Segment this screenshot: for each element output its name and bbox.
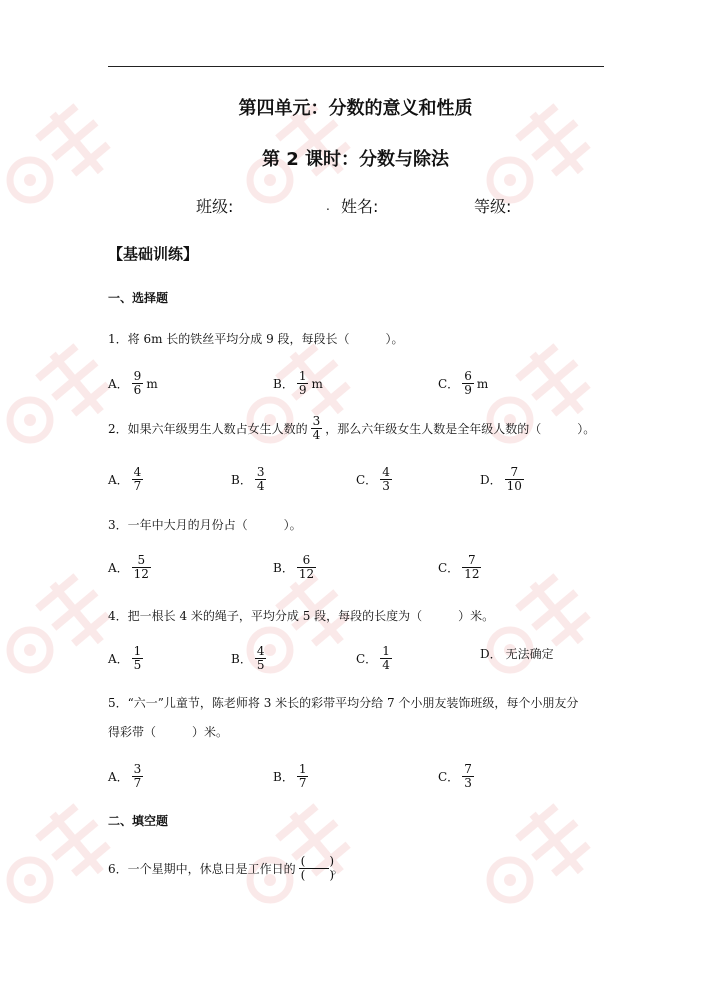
option-fraction bbox=[462, 763, 474, 790]
option-letter: A． bbox=[108, 770, 129, 784]
unit-title: 第四单元：分数的意义和性质 bbox=[238, 98, 473, 119]
option-fraction bbox=[297, 554, 316, 581]
option-letter: A． bbox=[108, 473, 129, 487]
question-3: 3．一年中大月的月份占（ ）。 bbox=[108, 518, 302, 532]
q1-option-b[interactable] bbox=[273, 370, 323, 397]
question-2-text-before: 2．如果六年级男生人数占女生人数的 bbox=[108, 422, 308, 436]
fraction-numerator: 6 bbox=[464, 369, 472, 383]
section-multiple-choice: 一、选择题 bbox=[108, 291, 169, 305]
option-fraction bbox=[132, 554, 151, 581]
q5-option-a[interactable] bbox=[108, 763, 146, 790]
fraction-denominator: 12 bbox=[464, 567, 480, 581]
option-letter: C． bbox=[438, 770, 460, 784]
fraction-numerator: 7 bbox=[464, 762, 472, 776]
question-5-line-1: 5．“六一”儿童节，陈老师将 3 米长的彩带平均分给 7 个小朋友装饰班级，每个小朋友分 bbox=[108, 696, 579, 710]
watermark-logo bbox=[480, 790, 620, 930]
q3-option-c[interactable] bbox=[438, 554, 484, 581]
fraction-numerator: 4 bbox=[256, 644, 265, 658]
q4-option-b[interactable] bbox=[231, 645, 269, 672]
option-fraction bbox=[380, 466, 392, 493]
question-1: 1．将 6m 长的铁丝平均分成 9 段，每段长（ ）。 bbox=[108, 332, 404, 346]
fraction-denominator: 3 bbox=[382, 479, 390, 493]
question-6-text-before: 6．一个星期中，休息日是工作日的 bbox=[108, 862, 296, 876]
fraction-numerator: 3 bbox=[312, 414, 321, 428]
option-unit: m bbox=[146, 376, 158, 391]
option-letter: B． bbox=[273, 770, 294, 784]
option-letter: B． bbox=[231, 652, 252, 666]
fraction-denominator: 12 bbox=[298, 567, 315, 581]
fraction-denominator: 3 bbox=[464, 776, 472, 790]
q4-option-a[interactable] bbox=[108, 645, 146, 672]
class-label: 班级: bbox=[196, 197, 234, 216]
section-basic-training: 【基础训练】 bbox=[108, 245, 199, 263]
fraction-numerator: 9 bbox=[133, 369, 142, 383]
name-label: 姓名: bbox=[341, 197, 379, 216]
answer-denominator-blank[interactable]: ( ) bbox=[300, 868, 335, 882]
question-4: 4．把一根长 4 米的绳子，平均分成 5 段，每段的长度为（ ）米。 bbox=[108, 609, 495, 623]
watermark-logo bbox=[240, 330, 380, 470]
header-rule bbox=[108, 66, 604, 67]
q1-option-c[interactable] bbox=[438, 370, 488, 397]
fraction-denominator: 10 bbox=[506, 479, 522, 493]
fraction-numerator: 1 bbox=[382, 644, 390, 658]
fraction-numerator: 3 bbox=[133, 762, 142, 776]
q2-option-d[interactable] bbox=[480, 466, 527, 493]
watermark-logo bbox=[0, 560, 140, 700]
option-letter: C． bbox=[438, 561, 460, 575]
question-5-line-2: 得彩带（ ）米。 bbox=[108, 725, 229, 739]
fraction-numerator: 4 bbox=[133, 465, 142, 479]
fraction-denominator: 4 bbox=[256, 479, 265, 493]
q4-option-c[interactable] bbox=[356, 645, 395, 672]
q1-option-a[interactable] bbox=[108, 370, 158, 397]
fraction-denominator: 12 bbox=[133, 567, 149, 581]
option-fraction bbox=[255, 645, 267, 672]
q3-option-a[interactable] bbox=[108, 554, 154, 581]
option-fraction bbox=[462, 370, 474, 397]
option-fraction bbox=[132, 466, 144, 493]
fraction-denominator: 4 bbox=[382, 658, 390, 672]
watermark-logo bbox=[240, 560, 380, 700]
option-letter: D． bbox=[480, 473, 502, 487]
option-fraction bbox=[297, 763, 309, 790]
fraction-denominator: 6 bbox=[133, 383, 142, 397]
fraction-denominator: 7 bbox=[133, 479, 142, 493]
option-fraction bbox=[132, 645, 144, 672]
option-letter: B． bbox=[273, 377, 294, 391]
fraction-denominator: 9 bbox=[298, 383, 307, 397]
fraction-denominator: 7 bbox=[298, 776, 307, 790]
separator-dot: . bbox=[326, 199, 330, 213]
lesson-title: 第 2 课时：分数与除法 bbox=[261, 149, 450, 170]
fraction-numerator: 7 bbox=[468, 553, 476, 567]
q4-option-d[interactable] bbox=[480, 645, 554, 662]
fraction-numerator: 6 bbox=[302, 553, 311, 567]
question-2 bbox=[108, 415, 595, 442]
option-fraction bbox=[132, 763, 144, 790]
fraction-numerator: 1 bbox=[298, 762, 307, 776]
fraction-numerator: 5 bbox=[137, 553, 146, 567]
option-unit: m bbox=[311, 376, 323, 391]
fraction-denominator: 5 bbox=[256, 658, 265, 672]
fraction-numerator: 1 bbox=[133, 644, 142, 658]
option-letter: C． bbox=[438, 377, 460, 391]
grade-label: 等级: bbox=[474, 197, 512, 216]
fraction-numerator: 4 bbox=[382, 465, 390, 479]
option-fraction bbox=[462, 554, 481, 581]
q5-option-c[interactable] bbox=[438, 763, 477, 790]
option-letter: C． bbox=[356, 473, 378, 487]
question-2-text-after: ，那么六年级女生人数是全年级人数的（ ）。 bbox=[325, 422, 596, 436]
option-letter: B． bbox=[273, 561, 294, 575]
option-text: 无法确定 bbox=[505, 647, 554, 661]
watermark-logo bbox=[480, 560, 620, 700]
q2-option-a[interactable] bbox=[108, 466, 146, 493]
fraction-denominator: 4 bbox=[312, 428, 321, 442]
fraction-denominator: 7 bbox=[133, 776, 142, 790]
question-6 bbox=[108, 855, 344, 882]
option-fraction bbox=[132, 370, 144, 397]
answer-numerator-blank[interactable]: ( ) bbox=[300, 854, 335, 868]
option-fraction bbox=[255, 466, 267, 493]
option-letter: A． bbox=[108, 377, 129, 391]
option-letter: A． bbox=[108, 561, 129, 575]
question-6-text-after: 。 bbox=[331, 862, 344, 876]
option-fraction bbox=[297, 370, 309, 397]
option-unit: m bbox=[476, 376, 489, 391]
option-fraction bbox=[380, 645, 392, 672]
option-letter: A． bbox=[108, 652, 129, 666]
watermark-logo bbox=[480, 330, 620, 470]
section-fill-in: 二、填空题 bbox=[108, 814, 169, 828]
watermark-logo bbox=[0, 330, 140, 470]
option-letter: C． bbox=[356, 652, 378, 666]
fraction-denominator: 5 bbox=[133, 658, 142, 672]
option-letter: D． bbox=[480, 647, 502, 661]
fraction-numerator: 3 bbox=[256, 465, 265, 479]
option-letter: B． bbox=[231, 473, 252, 487]
question-6-answer-fraction[interactable] bbox=[299, 854, 335, 882]
question-2-fraction bbox=[311, 415, 323, 442]
fraction-numerator: 1 bbox=[298, 369, 307, 383]
q2-option-b[interactable] bbox=[231, 466, 269, 493]
fraction-denominator: 9 bbox=[464, 383, 472, 397]
q3-option-b[interactable] bbox=[273, 554, 319, 581]
q5-option-b[interactable] bbox=[273, 763, 311, 790]
fraction-numerator: 7 bbox=[510, 465, 519, 479]
q2-option-c[interactable] bbox=[356, 466, 395, 493]
option-fraction bbox=[505, 466, 524, 493]
